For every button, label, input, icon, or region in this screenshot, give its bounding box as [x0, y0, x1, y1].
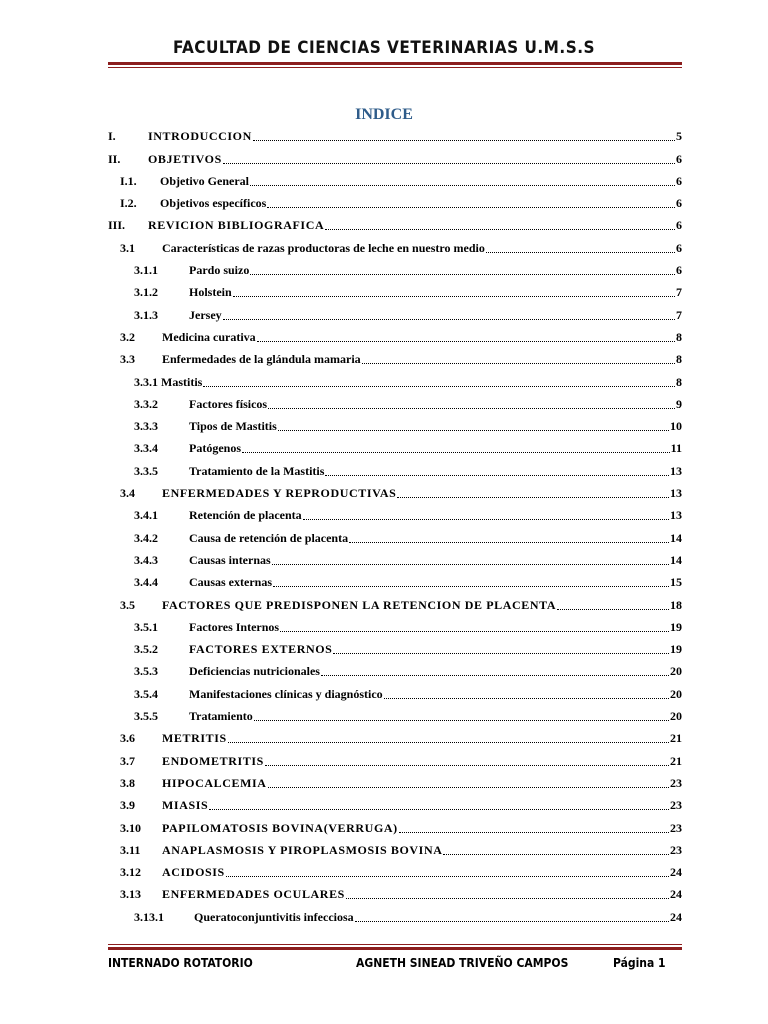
toc-entry-label: ENDOMETRITIS: [162, 753, 264, 768]
toc-entry[interactable]: [108, 392, 682, 414]
toc-dot-leader: [223, 319, 675, 320]
toc-entry-page: 24: [670, 887, 682, 902]
toc-entry[interactable]: [108, 548, 682, 570]
toc-entry-number: 3.4.2: [134, 530, 158, 545]
page-header-title: FACULTAD DE CIENCIAS VETERINARIAS U.M.S.S: [172, 38, 596, 58]
toc-entry-label: Queratoconjuntivitis infecciosa: [194, 909, 354, 924]
toc-dot-leader: [273, 586, 669, 587]
toc-entry[interactable]: [108, 325, 682, 347]
toc-entry-page: 23: [670, 842, 682, 857]
toc-entry-page: 23: [670, 798, 682, 813]
toc-entry[interactable]: [108, 169, 682, 191]
toc-entry-number: 3.4.3: [134, 552, 158, 567]
toc-entry-page: 11: [670, 441, 682, 456]
toc-entry-label: Jersey: [189, 307, 222, 322]
toc-dot-leader: [303, 519, 669, 520]
toc-entry-label: Factores físicos: [189, 396, 268, 411]
toc-entry[interactable]: [108, 882, 682, 904]
toc-entry-page: 5: [676, 129, 682, 144]
toc-entry-number: 3.1.2: [134, 285, 158, 300]
toc-entry-label: Tratamiento de la Mastitis: [189, 463, 325, 478]
toc-entry-page: 13: [670, 508, 682, 523]
page-footer: [108, 956, 682, 974]
toc-entry-label: ANAPLASMOSIS Y PIROPLASMOSIS BOVINA: [162, 842, 443, 857]
toc-entry-number: 3.4: [120, 486, 135, 501]
toc-entry-label: Tipos de Mastitis: [189, 419, 277, 434]
toc-entry-number: II.: [108, 151, 121, 166]
toc-entry-page: 14: [670, 530, 682, 545]
table-of-contents: [108, 124, 682, 927]
toc-dot-leader: [209, 809, 669, 810]
toc-dot-leader: [325, 475, 669, 476]
toc-entry-page: 13: [670, 463, 682, 478]
toc-dot-leader: [267, 207, 675, 208]
footer-left: INTERNADO ROTATORIO: [108, 956, 253, 970]
toc-dot-leader: [321, 675, 669, 676]
toc-dot-leader: [203, 386, 675, 387]
toc-entry-number: 3.12: [120, 865, 141, 880]
toc-entry-label: Retención de placenta: [189, 508, 302, 523]
toc-entry-label: FACTORES EXTERNOS: [189, 642, 333, 657]
toc-dot-leader: [346, 898, 669, 899]
toc-entry-number: 3.2: [120, 329, 135, 344]
toc-entry-page: 20: [670, 686, 682, 701]
toc-entry-label: Causas externas: [189, 575, 272, 590]
toc-entry-number: I.1.: [120, 173, 137, 188]
toc-entry[interactable]: [108, 793, 682, 815]
toc-entry[interactable]: [108, 235, 682, 257]
toc-entry-label: Tratamiento: [189, 709, 253, 724]
toc-entry[interactable]: [108, 838, 682, 860]
toc-dot-leader: [333, 653, 669, 654]
toc-entry-number: 3.6: [120, 731, 135, 746]
toc-entry-number: III.: [108, 218, 126, 233]
toc-dot-leader: [355, 921, 669, 922]
toc-entry-page: 10: [670, 419, 682, 434]
footer-rule-thick: [108, 947, 682, 950]
toc-entry-label: Características de razas productoras de leche en nuestro medio: [162, 240, 485, 255]
toc-entry-number: 3.1.3: [134, 307, 158, 322]
toc-entry-number: 3.3.4: [134, 441, 158, 456]
toc-entry-number: 3.13.1: [134, 909, 164, 924]
toc-entry-number: 3.3.1 Mastitis: [134, 374, 203, 389]
header-rule-thick: [108, 62, 682, 65]
toc-dot-leader: [280, 631, 669, 632]
toc-entry[interactable]: [108, 904, 682, 926]
toc-entry-label: Causa de retención de placenta: [189, 530, 349, 545]
toc-entry-label: Factores Internos: [189, 619, 280, 634]
toc-entry-label: Objetivo General: [160, 173, 249, 188]
toc-entry[interactable]: [108, 592, 682, 614]
toc-entry-page: 8: [676, 329, 682, 344]
toc-entry-label: Medicina curativa: [162, 329, 256, 344]
toc-entry-page: 23: [670, 775, 682, 790]
toc-entry-page: 13: [670, 486, 682, 501]
toc-entry-page: 19: [670, 619, 682, 634]
toc-dot-leader: [349, 542, 669, 543]
toc-entry-page: 6: [676, 151, 682, 166]
toc-entry-page: 8: [676, 352, 682, 367]
toc-entry-page: 14: [670, 552, 682, 567]
toc-dot-leader: [265, 765, 669, 766]
toc-entry[interactable]: [108, 503, 682, 525]
toc-dot-leader: [399, 832, 669, 833]
toc-entry-label: ACIDOSIS: [162, 865, 225, 880]
toc-dot-leader: [397, 497, 669, 498]
toc-entry-label: METRITIS: [162, 731, 227, 746]
toc-entry[interactable]: [108, 302, 682, 324]
toc-entry[interactable]: [108, 615, 682, 637]
toc-entry-label: Manifestaciones clínicas y diagnóstico: [189, 686, 383, 701]
toc-entry-number: 3.3: [120, 352, 135, 367]
toc-dot-leader: [278, 430, 669, 431]
toc-entry[interactable]: [108, 659, 682, 681]
toc-entry-page: 21: [670, 753, 682, 768]
toc-entry-number: 3.1: [120, 240, 135, 255]
toc-entry-number: I.2.: [120, 196, 137, 211]
toc-entry-number: 3.1.1: [134, 263, 158, 278]
toc-entry-label: Deficiencias nutricionales: [189, 664, 320, 679]
toc-entry[interactable]: [108, 436, 682, 458]
toc-entry[interactable]: [108, 191, 682, 213]
toc-entry-page: 15: [670, 575, 682, 590]
toc-entry[interactable]: [108, 637, 682, 659]
toc-entry-page: 18: [670, 597, 682, 612]
toc-entry-number: 3.8: [120, 775, 135, 790]
toc-entry-number: 3.7: [120, 753, 135, 768]
toc-entry-label: Objetivos específicos: [160, 196, 267, 211]
toc-dot-leader: [254, 720, 669, 721]
toc-entry[interactable]: [108, 124, 682, 146]
toc-entry-page: 6: [676, 196, 682, 211]
toc-entry-number: 3.11: [120, 842, 141, 857]
toc-entry-number: 3.3.2: [134, 396, 158, 411]
toc-entry-number: 3.5.5: [134, 709, 158, 724]
toc-entry-page: 23: [670, 820, 682, 835]
toc-dot-leader: [257, 341, 675, 342]
toc-dot-leader: [250, 185, 675, 186]
toc-entry-number: 3.5.1: [134, 619, 158, 634]
toc-entry-label: Causas internas: [189, 552, 271, 567]
toc-entry-label: PAPILOMATOSIS BOVINA(VERRUGA): [162, 820, 398, 835]
toc-entry-page: 19: [670, 642, 682, 657]
toc-dot-leader: [272, 564, 669, 565]
footer-author: AGNETH SINEAD TRIVEÑO CAMPOS: [356, 956, 569, 970]
toc-entry-page: 6: [676, 240, 682, 255]
toc-dot-leader: [228, 742, 669, 743]
toc-entry-number: 3.3.3: [134, 419, 158, 434]
toc-entry[interactable]: [108, 681, 682, 703]
toc-entry-page: 9: [676, 396, 682, 411]
toc-entry-label: Pardo suizo: [189, 263, 250, 278]
toc-dot-leader: [486, 252, 675, 253]
toc-dot-leader: [253, 140, 675, 141]
toc-entry[interactable]: [108, 704, 682, 726]
header-rule-thin: [108, 67, 682, 68]
toc-entry-number: I.: [108, 129, 116, 144]
toc-entry-label: Enfermedades de la glándula mamaria: [162, 352, 361, 367]
toc-entry-page: 20: [670, 664, 682, 679]
toc-entry[interactable]: [108, 771, 682, 793]
toc-entry-number: 3.4.4: [134, 575, 158, 590]
toc-entry-page: 7: [676, 285, 682, 300]
toc-dot-leader: [223, 163, 675, 164]
toc-entry-label: MIASIS: [162, 798, 209, 813]
toc-entry-number: 3.5.2: [134, 642, 158, 657]
toc-entry-number: 3.5.3: [134, 664, 158, 679]
footer-page-number: Página 1: [613, 956, 666, 970]
toc-entry-number: 3.5.4: [134, 686, 158, 701]
toc-dot-leader: [443, 854, 669, 855]
toc-entry[interactable]: [108, 347, 682, 369]
toc-dot-leader: [325, 229, 675, 230]
toc-entry[interactable]: [108, 525, 682, 547]
index-title: INDICE: [355, 106, 413, 123]
toc-entry-number: 3.13: [120, 887, 141, 902]
toc-entry-number: 3.3.5: [134, 463, 158, 478]
toc-entry-page: 21: [670, 731, 682, 746]
toc-entry[interactable]: [108, 258, 682, 280]
toc-dot-leader: [362, 363, 675, 364]
toc-dot-leader: [233, 296, 675, 297]
toc-entry[interactable]: [108, 213, 682, 235]
toc-entry-label: ENFERMEDADES Y REPRODUCTIVAS: [162, 486, 397, 501]
toc-entry[interactable]: [108, 570, 682, 592]
toc-entry-label: Holstein: [189, 285, 232, 300]
toc-entry[interactable]: [108, 748, 682, 770]
toc-entry-label: Patógenos: [189, 441, 241, 456]
toc-entry-page: 24: [670, 909, 682, 924]
toc-dot-leader: [557, 609, 669, 610]
toc-entry[interactable]: [108, 280, 682, 302]
toc-entry-page: 20: [670, 709, 682, 724]
toc-entry-page: 8: [676, 374, 682, 389]
toc-entry-number: 3.4.1: [134, 508, 158, 523]
toc-entry-label: INTRODUCCION: [148, 129, 252, 144]
footer-rule-thin: [108, 944, 682, 945]
toc-entry[interactable]: [108, 414, 682, 436]
toc-dot-leader: [250, 274, 675, 275]
toc-entry-page: 7: [676, 307, 682, 322]
toc-entry-page: 24: [670, 865, 682, 880]
toc-entry-page: 6: [676, 263, 682, 278]
toc-dot-leader: [384, 698, 669, 699]
toc-entry-label: HIPOCALCEMIA: [162, 775, 267, 790]
toc-entry[interactable]: [108, 458, 682, 480]
toc-entry-label: REVICION BIBLIOGRAFICA: [148, 218, 325, 233]
toc-entry[interactable]: [108, 726, 682, 748]
toc-entry-label: FACTORES QUE PREDISPONEN LA RETENCION DE PLACENTA: [162, 597, 557, 612]
toc-dot-leader: [268, 787, 669, 788]
toc-entry-label: OBJETIVOS: [148, 151, 222, 166]
toc-dot-leader: [268, 408, 675, 409]
toc-entry-page: 6: [676, 173, 682, 188]
toc-dot-leader: [226, 876, 669, 877]
toc-entry-number: 3.9: [120, 798, 135, 813]
toc-entry[interactable]: [108, 815, 682, 837]
toc-entry-number: 3.10: [120, 820, 141, 835]
toc-entry-label: ENFERMEDADES OCULARES: [162, 887, 345, 902]
toc-entry[interactable]: [108, 860, 682, 882]
toc-entry-number: 3.5: [120, 597, 135, 612]
toc-entry[interactable]: [108, 369, 682, 391]
toc-entry-page: 6: [676, 218, 682, 233]
toc-dot-leader: [242, 452, 670, 453]
toc-entry[interactable]: [108, 481, 682, 503]
toc-entry[interactable]: [108, 146, 682, 168]
